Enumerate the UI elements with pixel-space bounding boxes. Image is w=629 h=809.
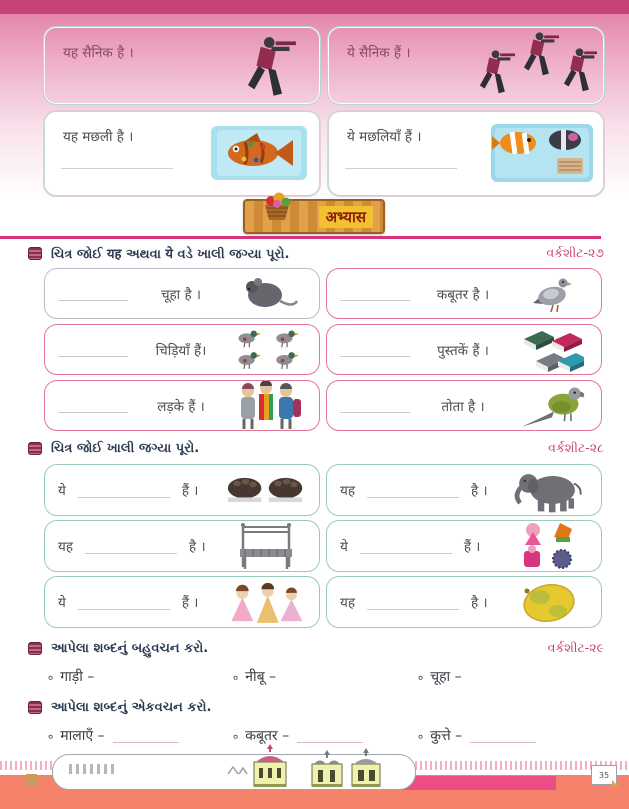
word-label: गाड़ी – — [60, 669, 95, 685]
card-text: कबूतर है । — [436, 286, 490, 303]
sentence-text: ये मछलियाँ हैं । — [347, 129, 422, 145]
verb-text: हैं । — [181, 483, 199, 499]
worksheet-28-label: વર્કશીટ-૨૮ — [548, 440, 604, 455]
exercise2-instruction: ચિત્ર જોઈ ખાલી જગ્યા પૂરો. — [51, 440, 200, 456]
fruit-basket-icon — [259, 189, 295, 223]
word-item — [233, 667, 418, 686]
circle-bullet-icon: ० — [418, 672, 424, 684]
fill-blank-card — [44, 464, 320, 516]
elephant-icon — [508, 465, 588, 515]
exercise4-instruction: આપેલા શબ્દનું એકવચન કરો. — [51, 700, 212, 715]
answer-blank — [367, 483, 459, 498]
sentence-text: यह सैनिक है । — [63, 45, 134, 61]
notebook-bullet-icon — [28, 642, 42, 655]
fill-blank-card — [326, 520, 602, 572]
cot-icon — [231, 521, 301, 571]
exercise3-instruction: આપેલા શબ્દનું બહુવચન કરો. — [51, 640, 209, 656]
pronoun-text: यह — [58, 539, 73, 555]
blank-line — [61, 74, 173, 75]
boys-icon — [236, 381, 304, 431]
exercise2-heading — [28, 440, 604, 456]
circle-bullet-icon: ० — [48, 731, 54, 743]
word-label: कुत्ते – — [430, 728, 463, 744]
pronoun-text: ये — [340, 539, 348, 555]
fill-blank-card — [44, 324, 320, 375]
verb-text: है । — [471, 595, 488, 611]
card-text: लड़के हैं । — [157, 398, 205, 415]
fill-blank-card — [326, 324, 602, 375]
exercise4-heading — [28, 700, 604, 715]
fill-blank-card — [326, 464, 602, 516]
circle-bullet-icon: ० — [233, 731, 239, 743]
answer-blank — [78, 595, 170, 610]
word-item — [48, 667, 233, 686]
answer-blank — [85, 539, 177, 554]
word-label: नीबू – — [245, 669, 277, 685]
card-text: चिड़ियाँ हैं। — [155, 342, 207, 359]
breads-icon — [226, 473, 306, 507]
practice-banner — [243, 199, 385, 234]
answer-blank — [367, 595, 459, 610]
pronoun-text: ये — [58, 483, 66, 499]
exercise2-grid — [44, 464, 604, 628]
page-number: 35 — [598, 770, 610, 780]
parrot-icon — [516, 382, 588, 430]
fishes-icon — [491, 124, 593, 182]
mouse-icon — [241, 273, 299, 315]
word-label: मालाएँ – — [60, 728, 105, 744]
answer-blank — [360, 539, 452, 554]
word-item — [48, 726, 233, 745]
answer-blank — [297, 729, 363, 743]
answer-blank — [340, 286, 410, 301]
top-pink-band — [0, 0, 629, 14]
exercise3-items — [48, 667, 608, 686]
soldiers-icon — [469, 30, 597, 104]
pronoun-text: यह — [340, 483, 355, 499]
answer-blank — [58, 286, 128, 301]
soldier-icon — [233, 32, 297, 102]
card-text: तोता है । — [441, 398, 485, 415]
pronoun-text: यह — [340, 595, 355, 611]
answer-blank — [58, 398, 128, 413]
word-item — [418, 726, 603, 745]
fill-blank-card — [44, 268, 320, 319]
card-text: पुस्तकें हैं । — [437, 342, 489, 359]
circle-bullet-icon: ० — [48, 672, 54, 684]
answer-blank — [340, 398, 410, 413]
books-icon — [520, 327, 584, 373]
monuments-illustration — [226, 744, 396, 790]
card-text: चूहा है । — [160, 286, 202, 303]
sentence-card — [328, 111, 604, 196]
section-divider-rule — [0, 236, 601, 239]
mango-icon — [518, 579, 578, 625]
page-number-badge — [591, 765, 617, 785]
fill-blank-card — [326, 576, 602, 628]
fill-blank-card — [44, 380, 320, 431]
answer-blank — [340, 342, 410, 357]
answer-blank — [58, 342, 128, 357]
fill-blank-card — [44, 520, 320, 572]
blank-line — [345, 74, 457, 75]
word-label: चूहा – — [430, 669, 462, 685]
exercise3-heading — [28, 640, 604, 656]
fill-blank-card — [326, 268, 602, 319]
intro-card-grid — [44, 27, 604, 196]
blank-line — [61, 168, 173, 169]
worksheet-29-label: વર્કશીટ-૨૯ — [547, 640, 604, 655]
notebook-bullet-icon — [28, 247, 42, 260]
fill-blank-card — [326, 380, 602, 431]
word-item — [233, 726, 418, 745]
exercise1-instruction: ચિત્ર જોઈ यह અથવા ये વડે ખાલી જગ્યા પૂરો. — [51, 247, 290, 262]
verb-text: है । — [189, 539, 206, 555]
blank-line — [345, 168, 457, 169]
fill-blank-card — [44, 576, 320, 628]
answer-blank — [113, 729, 179, 743]
fish-icon — [211, 126, 307, 180]
sentence-card — [44, 27, 320, 104]
exercise1-heading — [28, 244, 604, 262]
answer-blank — [470, 729, 536, 743]
verb-text: है । — [471, 483, 488, 499]
decorative-footer — [0, 752, 629, 809]
practice-banner-label: अभ्यास — [319, 206, 373, 228]
skyline-sketch-marks — [69, 764, 115, 774]
pronoun-text: ये — [58, 595, 66, 611]
worksheet-27-label: વર્કશીટ-૨૭ — [546, 245, 604, 260]
exercise4-items — [48, 726, 608, 745]
sentence-card — [328, 27, 604, 104]
tan-square-ornament — [26, 774, 37, 785]
word-item — [418, 667, 603, 686]
answer-blank — [78, 483, 170, 498]
verb-text: हैं । — [463, 539, 481, 555]
dolls-icon — [226, 577, 306, 627]
sparrows-icon — [234, 326, 306, 374]
circle-bullet-icon: ० — [418, 731, 424, 743]
sentence-text: यह मछली है । — [63, 129, 134, 145]
sentence-card — [44, 111, 320, 196]
exercise1-grid — [44, 268, 604, 431]
circle-bullet-icon: ० — [233, 672, 239, 684]
pigeon-icon — [529, 273, 575, 315]
verb-text: हैं । — [181, 595, 199, 611]
notebook-bullet-icon — [28, 442, 42, 455]
sentence-text: ये सैनिक हैं । — [347, 45, 411, 61]
toys-icon — [520, 521, 576, 571]
word-label: कबूतर – — [245, 728, 290, 744]
notebook-bullet-icon — [28, 701, 42, 714]
